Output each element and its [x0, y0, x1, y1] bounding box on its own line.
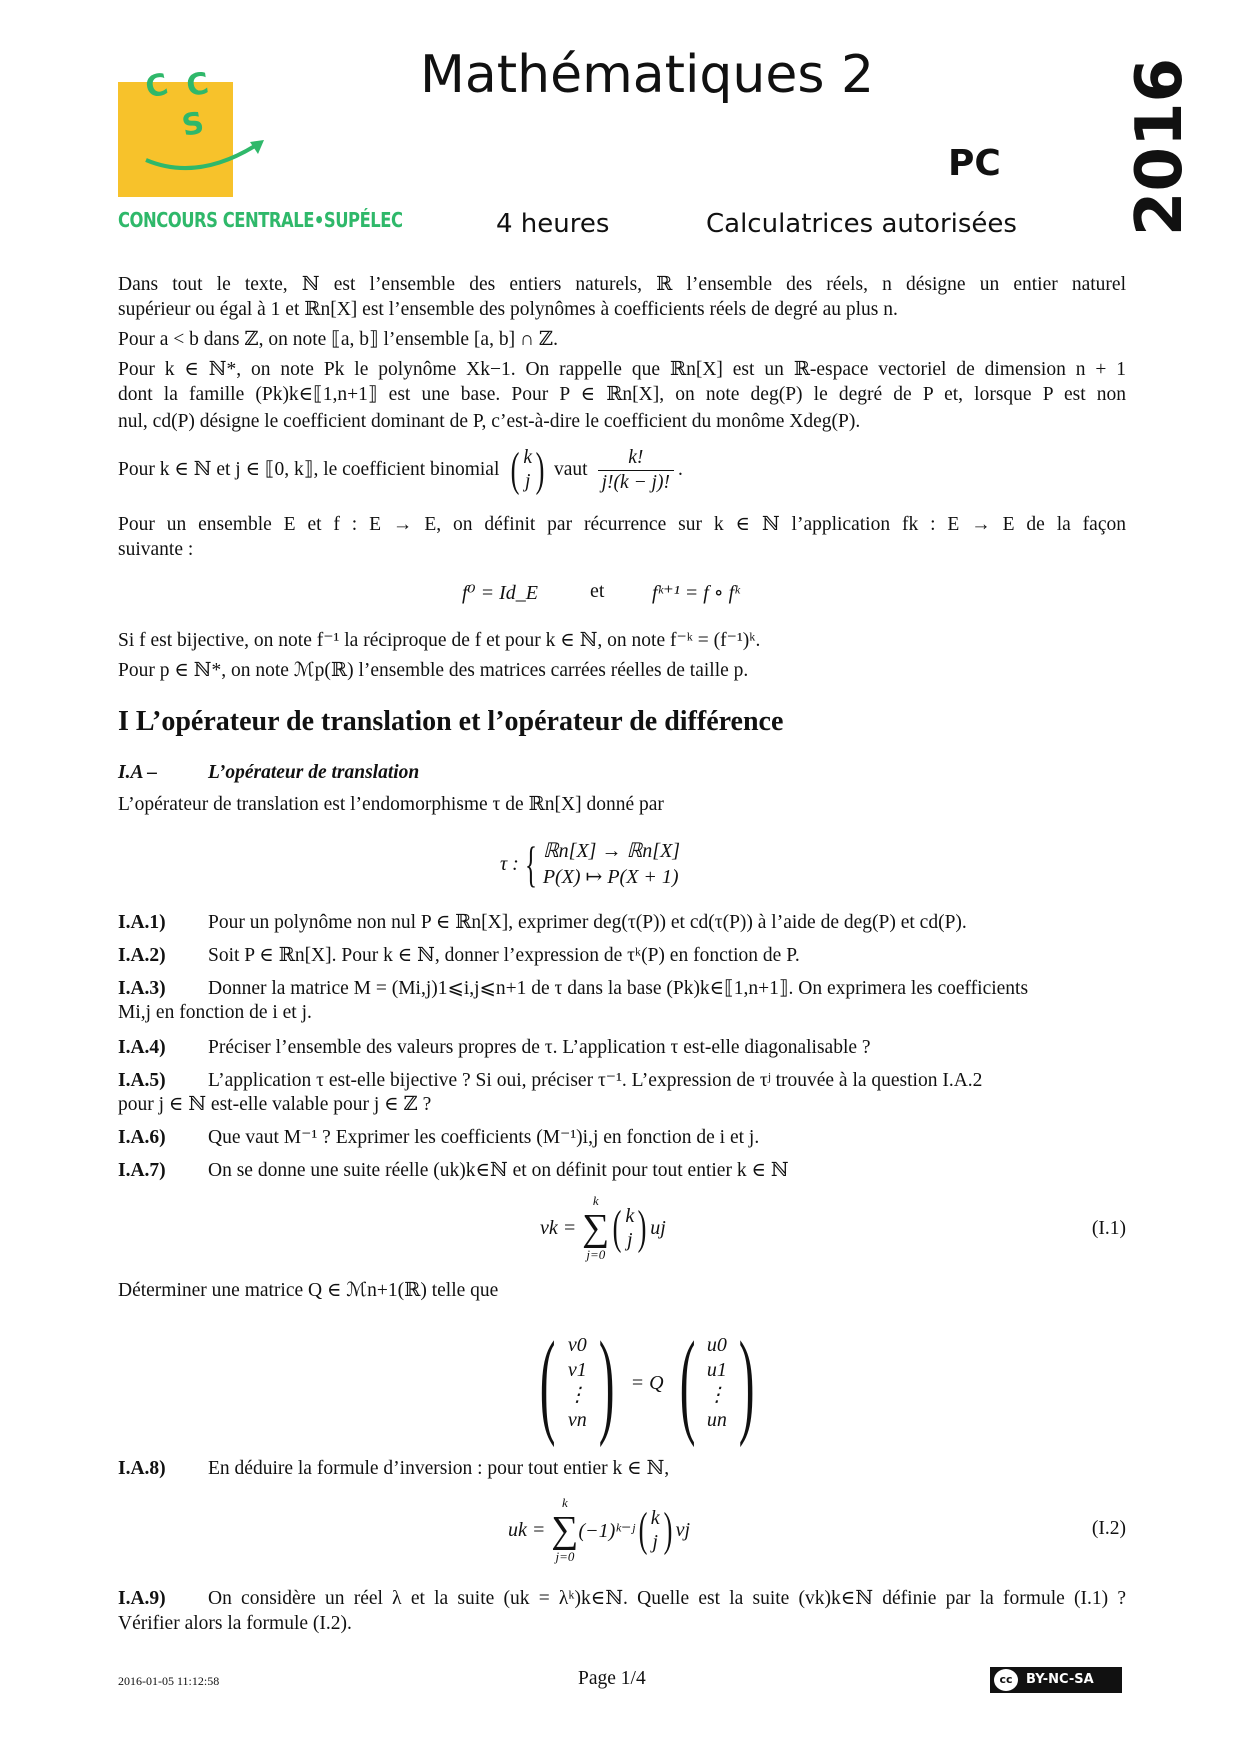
tau-definition — [500, 836, 680, 892]
calculators-note: Calculatrices autorisées — [706, 209, 1017, 239]
logo-text: CONCOURS CENTRALE•SUPÉLEC — [118, 208, 403, 232]
question-ia8: I.A.8) En déduire la formule d’inversion : pour tout entier k ∈ ℕ, — [118, 1458, 670, 1479]
license-badge — [990, 1667, 1122, 1693]
logo-mark — [118, 62, 278, 202]
equation-i2 — [508, 1492, 690, 1568]
question-ia4: I.A.4) Préciser l’ensemble des valeurs propres de τ. L’application τ est-elle diagonalisable ? — [118, 1037, 871, 1058]
intro-p3-line2: dont la famille (Pk)k∈⟦1,n+1⟧ est une base. Pour P ∈ ℝn[X], on note deg(P) le degré de P et, lorsque P est non — [118, 384, 1126, 405]
eq2-tag: (I.2) — [1091, 1518, 1126, 1539]
tau-name: τ : — [500, 852, 519, 875]
eq-recurrence-mid: et — [590, 580, 605, 602]
matrix-equation — [528, 1317, 766, 1448]
eq2-paren-left: ( — [638, 1503, 648, 1556]
question-ia5-cont: pour j ∈ ℕ est-elle valable pour j ∈ ℤ ? — [118, 1094, 432, 1115]
eq1-paren-left: ( — [612, 1201, 622, 1254]
equation-i1 — [540, 1190, 666, 1266]
logo-letter-c1: C — [142, 67, 172, 106]
v-paren-right: ) — [599, 1317, 615, 1448]
paren-right: ) — [535, 443, 545, 496]
eq2-term: vj — [675, 1518, 691, 1541]
page-title: Mathématiques 2 — [420, 45, 875, 105]
paren-left: ( — [510, 443, 520, 496]
intro-p3-line3: nul, cd(P) désigne le coefficient dominant de P, c’est-à-dire le coefficient du monôme Xdeg(P). — [118, 411, 861, 432]
eq1-paren-right: ) — [637, 1201, 647, 1254]
matrix-eq-mid: = Q — [630, 1371, 664, 1394]
duration: 4 heures — [496, 209, 610, 239]
eq1-term: uj — [650, 1216, 666, 1239]
subsection-title: L’opérateur de translation — [208, 762, 420, 783]
intro-p6: Si f est bijective, on note f⁻¹ la réciproque de f et pour k ∈ ℕ, on note f⁻ᵏ = (f⁻¹)ᵏ. — [118, 630, 761, 651]
eq2-factor: (−1)ᵏ⁻ʲ — [578, 1519, 635, 1542]
logo-swoosh — [146, 144, 258, 168]
intro-p2: Pour a < b dans ℤ, on note ⟦a, b⟧ l’ensemble [a, b] ∩ ℤ. — [118, 329, 559, 350]
timestamp: 2016-01-05 11:12:58 — [118, 1674, 220, 1688]
u-paren-right: ) — [738, 1317, 755, 1448]
intro-p1-line1: Dans tout le texte, ℕ est l’ensemble des entiers naturels, ℝ l’ensemble des réels, n désigne un entier naturel — [118, 274, 1126, 295]
question-ia3: I.A.3) Donner la matrice M = (Mi,j)1⩽i,j⩽n+1 de τ dans la base (Pk)k∈⟦1,n+1⟧. On exprimera les coefficients — [118, 978, 1029, 999]
license-text: BY-NC-SA — [1022, 1669, 1098, 1691]
eq1-sum: k ∑ j=0 — [582, 1193, 610, 1262]
intro-binomial-def: Pour k ∈ ℕ et j ∈ ⟦0, k⟧, le coefficient binomial ( k j ) vaut $\frac{k!}{j!(k - j)!}$ . — [118, 443, 683, 496]
cc-icon: cc — [994, 1669, 1018, 1691]
intro-p3-line1: Pour k ∈ ℕ*, on note Pk le polynôme Xk−1. On rappelle que ℝn[X] est un ℝ-espace vectoriel de dimension n + 1 — [118, 359, 1126, 380]
intro-p5-line2: suivante : — [118, 539, 194, 560]
question-ia2: I.A.2) Soit P ∈ ℝn[X]. Pour k ∈ ℕ, donner l’expression de τᵏ(P) en fonction de P. — [118, 945, 800, 966]
question-ia9: I.A.9) On considère un réel λ et la suite (uk = λᵏ)k∈ℕ. Quelle est la suite (vk)k∈ℕ définie par la formule (I.1) ? — [118, 1588, 1126, 1609]
eq2-sum: k ∑ j=0 — [551, 1495, 579, 1564]
eq2-paren-right: ) — [663, 1503, 673, 1556]
eq1-lhs: vk = — [540, 1216, 577, 1239]
binomial-prefix: Pour k ∈ ℕ et j ∈ ⟦0, k⟧, le coefficient binomial — [118, 459, 500, 480]
page-number: Page 1/4 — [578, 1668, 646, 1689]
question-ia7: I.A.7) On se donne une suite réelle (uk)k∈ℕ et on définit pour tout entier k ∈ ℕ — [118, 1160, 789, 1181]
question-ia1: I.A.1) Pour un polynôme non nul P ∈ ℝn[X], exprimer deg(τ(P)) et cd(τ(P)) à l’aide de deg(P) et cd(P). — [118, 912, 967, 933]
binomial-mid: vaut — [554, 459, 588, 480]
intro-p5-line1: Pour un ensemble E et f : E → E, on définit par récurrence sur k ∈ ℕ l’application fk : E → E de la façon — [118, 514, 1126, 535]
tau-cases: ℝn[X] → ℝn[X] P(X) ↦ P(X + 1) — [542, 840, 681, 888]
v-vector: v0 v1 ⋮ vn — [567, 1334, 588, 1431]
intro-p7: Pour p ∈ ℕ*, on note ℳp(ℝ) l’ensemble des matrices carrées réelles de taille p. — [118, 660, 749, 681]
eq-recurrence-right: fᵏ⁺¹ = f ∘ fᵏ — [652, 582, 740, 604]
eq1-tag: (I.1) — [1091, 1218, 1126, 1239]
eq-recurrence-left: f⁰ = Id_E — [462, 582, 538, 604]
subsection-label: I.A – — [118, 762, 158, 783]
question-ia3-cont: Mi,j en fonction de i et j. — [118, 1002, 312, 1023]
binomial-symbol: k j — [523, 447, 533, 492]
question-ia6: I.A.6) Que vaut M⁻¹ ? Exprimer les coefficients (M⁻¹)i,j en fonction de i et j. — [118, 1127, 760, 1148]
subsection-intro: L’opérateur de translation est l’endomorphisme τ de ℝn[X] donné par — [118, 794, 664, 815]
binomial-fraction: $\frac{k!}{j!(k - j)!}$ — [598, 446, 674, 495]
v-paren-left: ( — [539, 1317, 556, 1448]
logo-letter-c2: C — [184, 66, 211, 104]
question-ia5: I.A.5) L’application τ est-elle bijective ? Si oui, préciser τ⁻¹. L’expression de τʲ trouvée à la question I.A.2 — [118, 1070, 983, 1091]
logo-letter-s: S — [179, 105, 207, 144]
u-paren-left: ( — [679, 1317, 696, 1448]
year-vertical: 2016 — [1123, 57, 1197, 237]
intro-p1-line2: supérieur ou égal à 1 et ℝn[X] est l’ensemble des polynômes à coefficients réels de degré au plus n. — [118, 299, 898, 320]
question-ia9-cont: Vérifier alors la formule (I.2). — [118, 1613, 352, 1634]
eq1-binom: k j — [625, 1205, 635, 1251]
u-vector: u0 u1 ⋮ un — [706, 1334, 727, 1431]
eq2-binom: k j — [650, 1507, 660, 1553]
brace: { — [524, 836, 537, 892]
matrix-eq-intro: Déterminer une matrice Q ∈ ℳn+1(ℝ) telle que — [118, 1280, 499, 1301]
eq2-lhs: uk = — [508, 1518, 546, 1541]
track-label: PC — [948, 143, 1001, 184]
section-title: I L’opérateur de translation et l’opérateur de différence — [118, 706, 784, 737]
